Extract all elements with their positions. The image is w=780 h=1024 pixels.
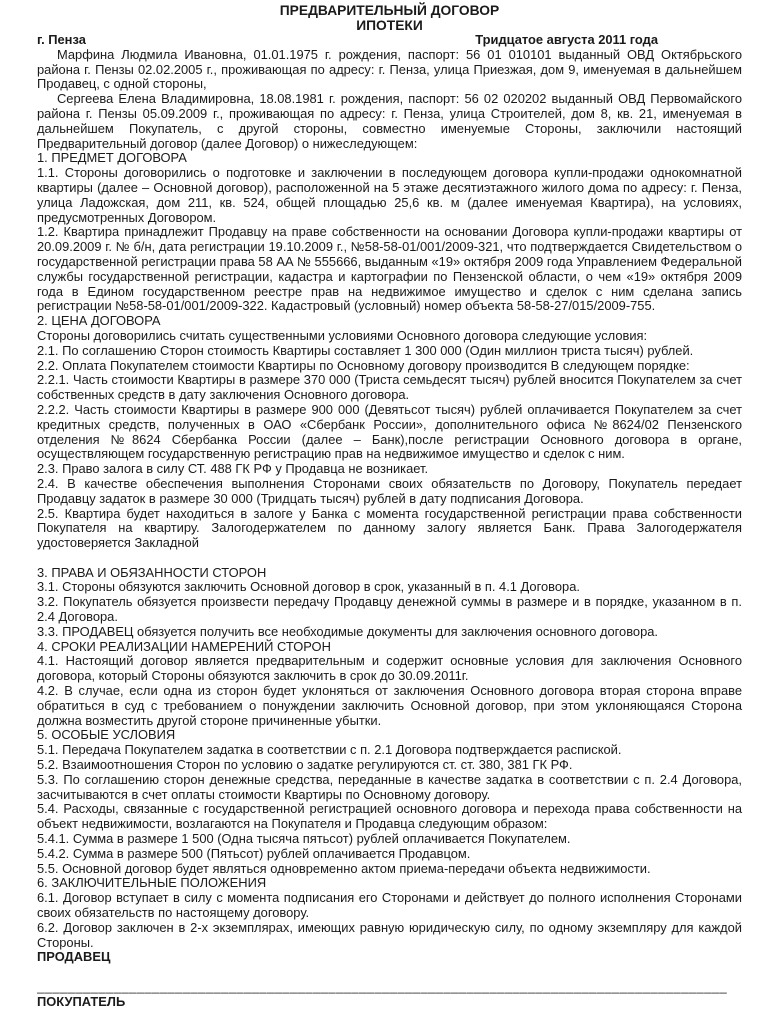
paragraph: 2.3. Право залога в силу СТ. 488 ГК РФ у Продавца не возникает. [37,461,429,477]
section-heading: 1. ПРЕДМЕТ ДОГОВОРА [37,150,187,166]
paragraph: 5.4. Расходы, связанные с государственной регистрацией основного договора и перехода права собственности на объект недвижимости, возлагаются на Покупателя и Продавца следующим образом: [37,801,742,832]
seller-signature-label: ПРОДАВЕЦ [37,949,111,965]
paragraph: 2.2.1. Часть стоимости Квартиры в размере 370 000 (Триста семьдесят тысяч) рублей вносится Покупателем за счет собственных средств в дату заключения Основного договора. [37,372,742,403]
paragraph: 1.2. Квартира принадлежит Продавцу на праве собственности на основании Договора купли-продажи квартиры от 20.09.2009 г. № б/н, дата регистрации 19.10.2009 г., №58-58-01/001/2009-321, что подтверждается Свидетельством о государственной регистрации права 58 АА № 555666, выданным «19» октября 2009 года Управлением Федеральной службы государственной регистрации, кадастра и картографии по Пензенской области, о чем «19» октября 2009 года в Едином государственном реестре прав на недвижимое имущество и сделок с ним сделана запись регистрации №58-58-01/001/2009-322. Кадастровый (условный) номер объекта 58-58-27/015/2009-755. [37,224,742,314]
document-place: г. Пенза [37,32,86,47]
paragraph: 5.5. Основной договор будет являться одновременно актом приема-передачи объекта недвижимости. [37,860,651,876]
paragraph: 3.3. ПРОДАВЕЦ обязуется получить все необходимые документы для заключения основного договора. [37,623,659,639]
paragraph: 4.2. В случае, если одна из сторон будет уклоняться от заключения Основного договора вторая сторона вправе обратиться в суд с требованием о понуждении заключить Основной договор, при этом уклоняющаяся Сторона должна возместить другой стороне причиненные убытки. [37,683,742,728]
signature-gap [37,965,742,980]
section-heading: 6. ЗАКЛЮЧИТЕЛЬНЫЕ ПОЛОЖЕНИЯ [37,875,267,891]
paragraph: Сергеева Елена Владимировна, 18.08.1981 г. рождения, паспорт: 56 02 020202 выданный ОВД Первомайского района г. Пензы 05.09.2009 г., проживающая по адресу: г. Пенза, улица Строителей, дом 8, кв. 21, именуемая в дальнейшем Покупатель, с другой стороны, совместно именуемые Стороны, заключили настоящий Предварительный договор (далее Договор) о нижеследующем: [37,91,742,151]
paragraph: 5.2. Взаимоотношения Сторон по условию о задатке регулируются ст. ст. 380, 381 ГК РФ. [37,757,573,773]
paragraph: 2.4. В качестве обеспечения выполнения Сторонами своих обязательств по Договору, Покупатель передает Продавцу задаток в размере 30 000 (Тридцать тысяч) рублей в дату подписания Договора. [37,475,742,506]
paragraph: Стороны договорились считать существенными условиями Основного договора следующие условия: [37,327,648,343]
paragraph: 5.4.2. Сумма в размере 500 (Пятьсот) рублей оплачивается Продавцом. [37,845,471,861]
place-date-row [37,33,742,48]
paragraph: 4.1. Настоящий договор является предварительным и содержит основные условия для заключения Основного договора, который Стороны обязуются заключить в срок до 30.09.2011г. [37,653,742,684]
paragraph: 5.1. Передача Покупателем задатка в соответствии с п. 2.1 Договора подтверждается распиской. [37,742,622,758]
buyer-signature-label: ПОКУПАТЕЛЬ [37,993,126,1009]
paragraph: 3.2. Покупатель обязуется произвести передачу Продавцу денежной суммы в размере и в порядке, указанном в п. 2.4 Договора. [37,594,742,625]
section-heading: 4. СРОКИ РЕАЛИЗАЦИИ НАМЕРЕНИЙ СТОРОН [37,638,331,654]
document-date: Тридцатое августа 2011 года [475,32,658,47]
seller-signature-line: __________________________________________________________________________________________ [37,980,728,994]
paragraph: 6.1. Договор вступает в силу с момента подписания его Сторонами и действует до полного исполнения Сторонами своих обязательств по настоящему договору. [37,890,742,921]
section-heading: 3. ПРАВА И ОБЯЗАННОСТИ СТОРОН [37,564,267,580]
section-heading: 5. ОСОБЫЕ УСЛОВИЯ [37,727,176,743]
paragraph: 5.3. По соглашению сторон денежные средства, переданные в качестве задатка в соответствии с п. 2.4 Договора, засчитываются в счет оплаты стоимости Квартиры по Основному договору. [37,771,742,802]
document-title-line2: ИПОТЕКИ [356,18,423,33]
paragraph: 2.2.2. Часть стоимости Квартиры в размере 900 000 (Девятьсот тысяч) рублей оплачивается Покупателем за счет кредитных средств, полученных в ОАО «Сбербанк России», дополнительного офиса №8624/02 Пензенского отделения №8624 Сбербанка России (далее – Банк),после регистрации Основного договора в органе, осуществляющем государственную регистрацию прав на недвижимое имущество и сделок с ним. [37,401,742,462]
section-heading: 2. ЦЕНА ДОГОВОРА [37,313,161,329]
paragraph: 2.5. Квартира будет находиться в залоге у Банка с момента государственной регистрации права собственности Покупателя на квартиру. Залогодержателем по данному залогу является Банк. Права Залогодержателя удостоверяется Закладной [37,505,742,551]
paragraph: 2.2. Оплата Покупателем стоимости Квартиры по Основному договору производится В следующем порядке: [37,357,690,373]
paragraphs [37,48,742,951]
paragraph: 2.1. По соглашению Сторон стоимость Квартиры составляет 1 300 000 (Один миллион триста тысяч) рублей. [37,342,694,358]
paragraph: 5.4.1. Сумма в размере 1 500 (Одна тысяча пятьсот) рублей оплачивается Покупателем. [37,831,571,847]
paragraph: 6.2. Договор заключен в 2-х экземплярах, имеющих равную юридическую силу, по одному экземпляру для каждой Стороны. [37,919,742,950]
paragraph-gap [37,551,742,566]
paragraph: 3.1. Стороны обязуются заключить Основной договор в срок, указанный в п. 4.1 Договора. [37,579,580,595]
document-title-line1: ПРЕДВАРИТЕЛЬНЫЙ ДОГОВОР [279,3,500,18]
paragraph: 1.1. Стороны договорились о подготовке и заключении в последующем договора купли-продажи однокомнатной квартиры (далее – Основной договор), расположенной на 5 этаже десятиэтажного жилого дома по адресу: г. Пенза, улица Ладожская, дом 211, кв. 524, общей площадью 25,6 кв. м (далее именуемая Квартира), на условиях, предусмотренных Договором. [37,165,742,225]
paragraph: Марфина Людмила Ивановна, 01.01.1975 г. рождения, паспорт: 56 01 010101 выданный ОВД Октябрьского района г. Пензы 02.02.2005 г., проживающая по адресу: г. Пенза, улица Приезжая, дом 9, именуемая в дальнейшем Продавец, с одной стороны, [37,46,742,92]
